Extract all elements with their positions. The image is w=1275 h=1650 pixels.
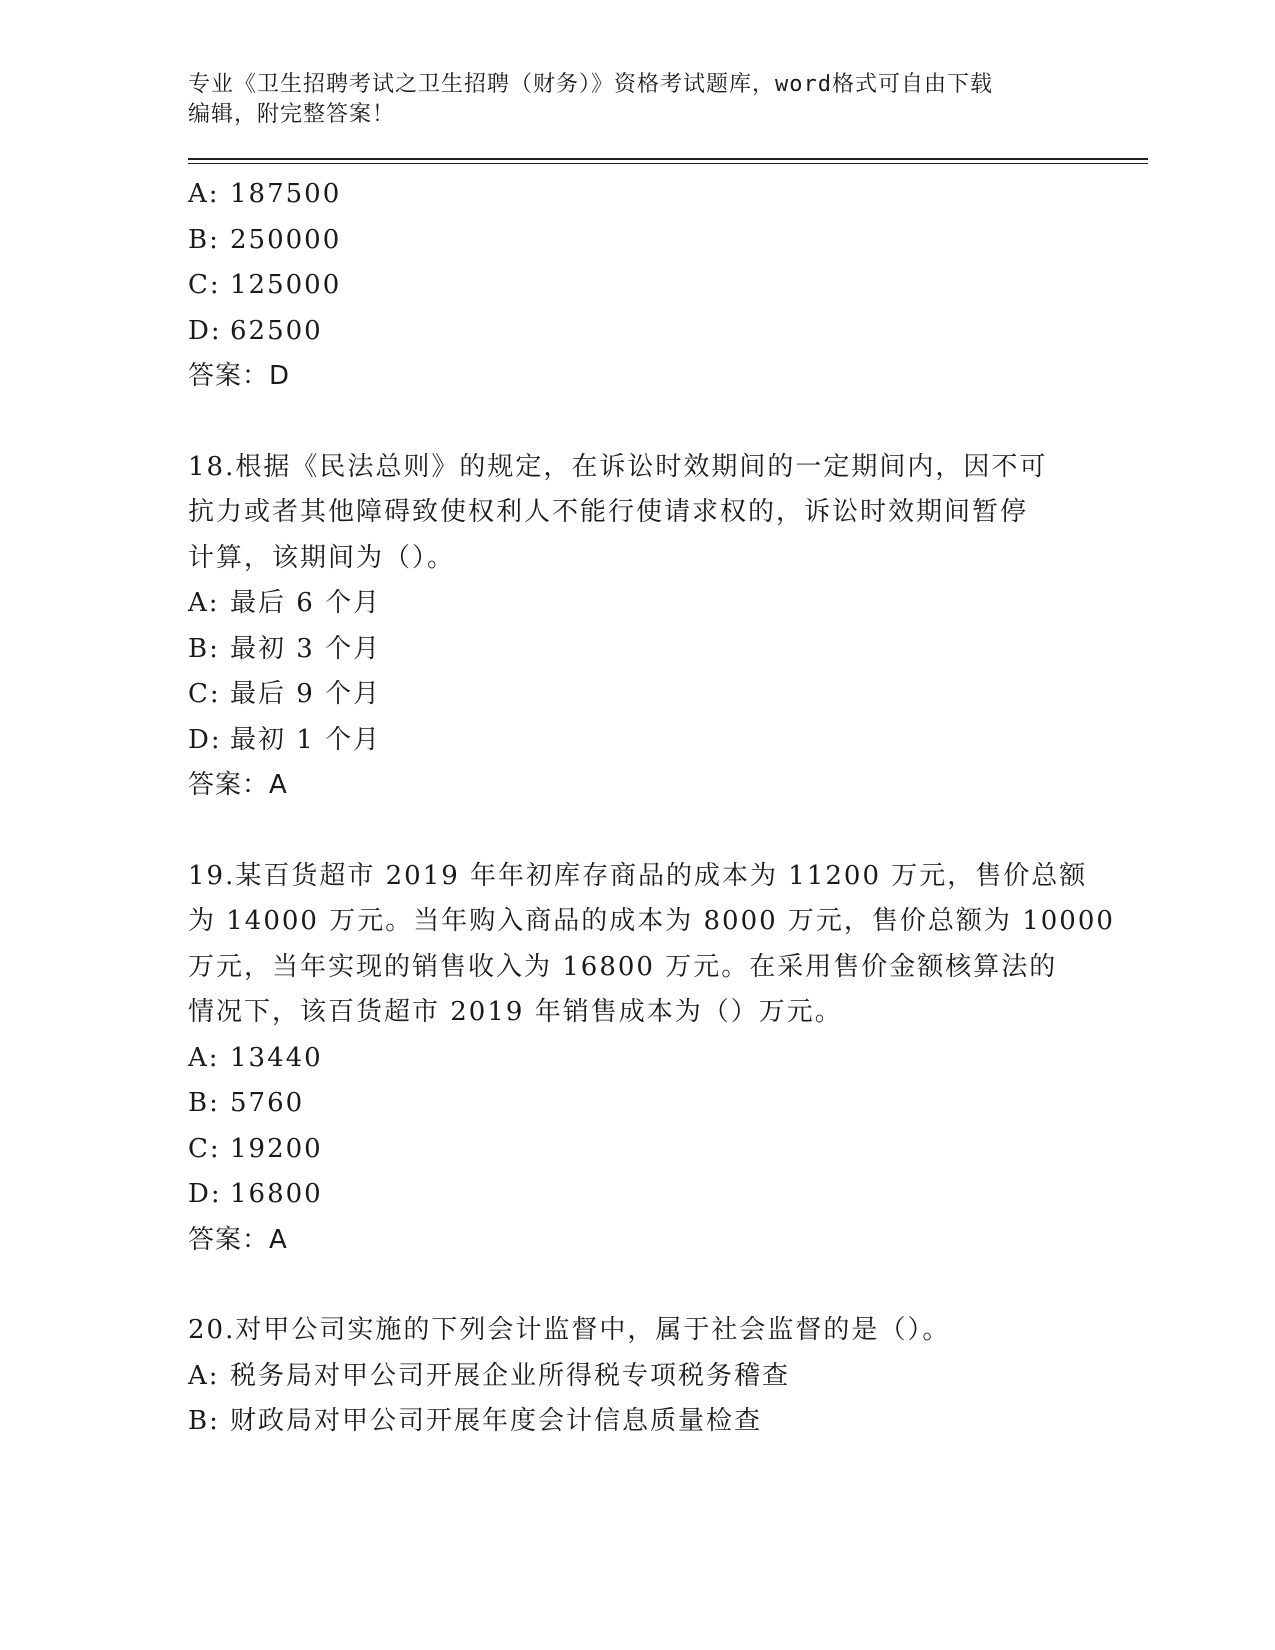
option-label: C: [188, 270, 221, 300]
option-text: 19200 [230, 1133, 323, 1164]
question-text-line: 19.某百货超市 2019 年年初库存商品的成本为 11200 万元，售价总额 [188, 860, 1088, 891]
document-page [188, 70, 1148, 1445]
question-text-line: 计算，该期间为（）。 [188, 542, 456, 573]
option-text: 税务局对甲公司开展企业所得税专项税务稽查 [230, 1360, 791, 1391]
question-18 [188, 445, 1148, 809]
option-text: 250000 [230, 224, 342, 255]
option-a [188, 172, 1148, 218]
option-text: 16800 [230, 1179, 323, 1209]
option-label: A: [188, 1360, 220, 1391]
divider-thick-line [188, 158, 1148, 160]
header-line-2: 编辑，附完整答案！ [188, 102, 396, 127]
option-label: B: [188, 633, 220, 664]
option-text: 最初 1 个月 [230, 724, 382, 755]
option-label: D: [188, 1179, 222, 1209]
option-c [188, 263, 1148, 309]
option-label: B: [188, 224, 220, 255]
option-b [188, 627, 1148, 673]
answer-line: 答案：A [188, 770, 288, 800]
option-text: 187500 [230, 179, 342, 209]
option-a [188, 581, 1148, 627]
option-d [188, 1172, 1148, 1218]
option-label: C: [188, 1133, 221, 1164]
option-text: 62500 [230, 315, 323, 346]
option-b [188, 1399, 1148, 1445]
question-19 [188, 854, 1148, 1264]
option-text: 财政局对甲公司开展年度会计信息质量检查 [230, 1406, 763, 1436]
question-17 [188, 172, 1148, 400]
option-a [188, 1036, 1148, 1082]
option-b [188, 218, 1148, 264]
header-line-1: 专业《卫生招聘考试之卫生招聘（财务）》资格考试题库，word格式可自由下载 [188, 72, 993, 97]
option-text: 最初 3 个月 [230, 633, 382, 664]
option-label: D: [188, 724, 222, 755]
option-label: A: [188, 179, 220, 209]
divider-thin-line [188, 163, 1148, 164]
question-text-line: 20.对甲公司实施的下列会计监督中，属于社会监督的是（）。 [188, 1315, 951, 1345]
answer-line: 答案：A [188, 1224, 288, 1255]
question-text-line: 为 14000 万元。当年购入商品的成本为 8000 万元，售价总额为 10000 [188, 906, 1115, 936]
option-d [188, 718, 1148, 764]
option-text: 13440 [230, 1042, 323, 1073]
option-b [188, 1081, 1148, 1127]
document-header [188, 70, 1148, 130]
option-d [188, 309, 1148, 355]
option-text: 125000 [230, 270, 342, 300]
option-c [188, 1127, 1148, 1173]
option-text: 最后 6 个月 [230, 588, 382, 618]
option-text: 5760 [230, 1088, 305, 1118]
header-divider [188, 158, 1148, 164]
question-20 [188, 1308, 1148, 1445]
option-label: B: [188, 1406, 220, 1436]
question-text-line: 抗力或者其他障碍致使权利人不能行使请求权的，诉讼时效期间暂停 [188, 497, 1029, 527]
option-label: D: [188, 315, 222, 346]
option-c [188, 672, 1148, 718]
option-label: A: [188, 588, 220, 618]
option-label: A: [188, 1042, 220, 1073]
option-label: B: [188, 1088, 220, 1118]
question-text-line: 18.根据《民法总则》的规定，在诉讼时效期间的一定期间内，因不可 [188, 451, 1048, 482]
option-text: 最后 9 个月 [230, 679, 382, 709]
option-a [188, 1354, 1148, 1400]
question-text-line: 情况下，该百货超市 2019 年销售成本为（）万元。 [188, 997, 843, 1027]
question-text-line: 万元，当年实现的销售收入为 16800 万元。在采用售价金额核算法的 [188, 951, 1058, 982]
answer-line: 答案：D [188, 361, 291, 391]
option-label: C: [188, 679, 221, 709]
